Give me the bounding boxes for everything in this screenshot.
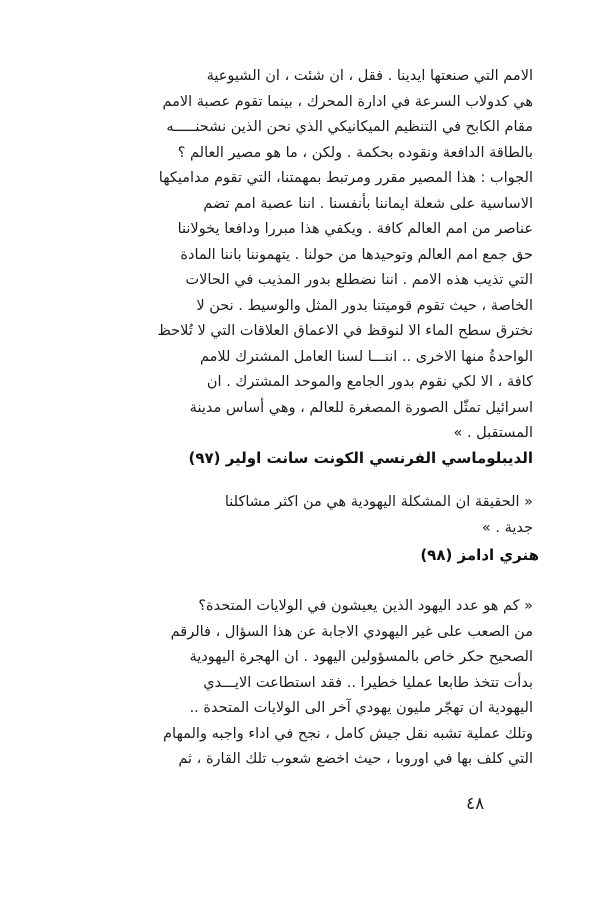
text-line: حق جمع امم العالم وتوحيدها من حولنا . يتهموننا باننا المادة xyxy=(180,246,533,263)
text-line: مقام الكابح في التنظيم الميكانيكي الذي نحن الذين نشحنـــــه xyxy=(166,119,533,135)
text-line: الصحيح حكر خاص بالمسؤولين اليهود . ان الهجرة اليهودية xyxy=(189,649,533,665)
text-line: التي تذيب هذه الامم . اننا نضطلع بدور المذيب في الحالات xyxy=(185,272,533,288)
text-line: بالطاقة الدافعة ونقوده بحكمة . ولكن ، ما هو مصير العالم ؟ xyxy=(177,144,533,161)
text-line: جدية . » xyxy=(481,519,533,536)
text-line: « كم هو عدد اليهود الذين يعيشون في الولايات المتحدة؟ xyxy=(198,598,533,614)
text-line: الاساسية على شعلة ايماننا بأنفسنا . اننا عصبة امم تضم xyxy=(203,195,533,212)
section-heading-saint-aulaire: الديبلوماسي الفرنسي الكونت سانت اولير (٩٧) xyxy=(188,449,533,467)
text-line: اسرائيل تمثّل الصورة المصغرة للعالم ، وهي أساس مدينة xyxy=(189,399,533,416)
text-line: من الصعب على غير اليهودي الاجابة عن هذا السؤال ، فالرقم xyxy=(170,623,533,640)
text-line: الواحدةُ منها الاخرى .. اننـــا لسنا العامل المشترك للامم xyxy=(199,348,533,365)
paragraph-saint-aulaire-quote xyxy=(76,490,533,541)
text-line: وتلك عملية تشبه نقل جيش كامل ، نجح في اداء واجبه والمهام xyxy=(163,725,533,742)
paragraph-henry-adams-quote xyxy=(76,594,533,773)
text-line: المستقبل . » xyxy=(453,425,533,441)
text-line: عناصر من امم العالم كافة . ويكفي هذا مبررا ودافعا يخولاننا xyxy=(177,221,533,237)
text-line: الامم التي صنعتها ايدينا . فقل ، ان شئت ، ان الشيوعية xyxy=(206,68,533,84)
text-line: بدأت تتخذ طابعا عمليا خطيرا .. فقد استطاعت الايـــدي xyxy=(203,674,533,691)
text-line: اليهودية ان تهجّر مليون يهودي آخر الى الولايات المتحدة .. xyxy=(189,700,533,716)
text-line: كافة ، الا لكي نقوم بدور الجامع والموحد المشترك . ان xyxy=(206,374,533,390)
section-heading-henry-adams: هنري ادامز (٩٨) xyxy=(420,546,539,564)
text-line: هي كدولاب السرعة في ادارة المحرك ، بينما تقوم عصبة الامم xyxy=(162,93,533,110)
text-line: الجواب : هذا المصير مقرر ومرتبط بمهمتنا، التي تقوم مداميكها xyxy=(158,170,533,186)
text-line: « الحقيقة ان المشكلة اليهودية هي من اكثر مشاكلنا xyxy=(224,494,533,510)
text-line: نخترق سطح الماء الا لنوقظ في الاعماق العلاقات التي لا تُلاحظ xyxy=(157,323,533,339)
text-line: الخاصة ، حيث تقوم قوميتنا بدور المثل والوسيط . نحن لا xyxy=(196,297,533,314)
page-number: ٤٨ xyxy=(466,794,485,814)
text-line: التي كلف بها في اوروبا ، حيث اخضع شعوب تلك القارة ، ثم xyxy=(178,751,533,767)
paragraph-quote-continuation xyxy=(76,64,533,447)
